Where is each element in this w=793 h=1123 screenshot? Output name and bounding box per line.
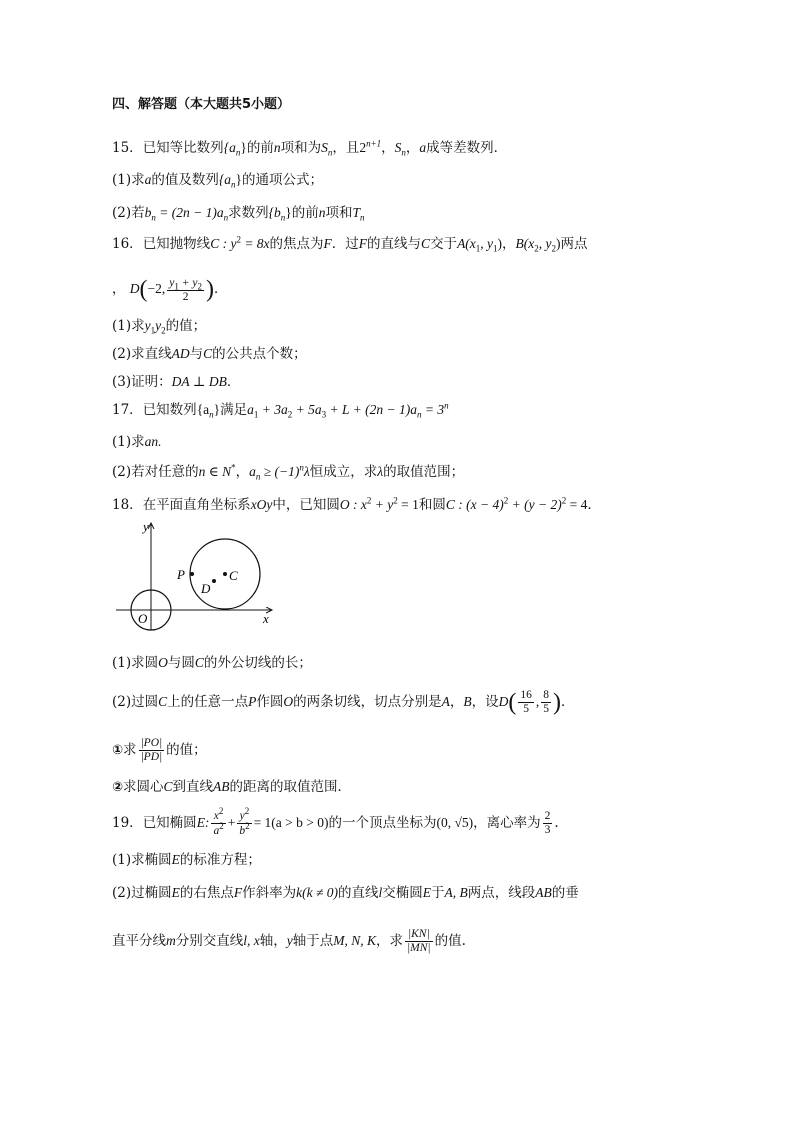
label-o: O [138, 611, 148, 626]
problem-17-part-2: (2)若对任意的n ∈ N*，$a_n \ge (-1)^n\lambda$恒成立，求λ的取值范围； [112, 462, 465, 482]
problem-16-stem: 16．已知抛物线C : $y^2 = 8x$的焦点为F．过F的直线与C交于$A(x_1$, $y_1$)，$B(x_2$, $y_2$)两点 [112, 234, 588, 254]
section-title: 四、解答题（本大题共5小题） [112, 97, 291, 112]
problem-16-part-2: (2)求直线AD与C的公共点个数； [112, 346, 307, 362]
problem-15-part-2: (2)若$b_n = (2n - 1)a_n$求数列$\{b_n\}$的前n项和$T_n$ [112, 205, 365, 223]
fraction-po-over-pd: $\frac{|PO|}{|PD|}$ [140, 737, 163, 763]
problem-15-part-1: (1)求a的值及数列$\{a_n\}$的通项公式； [112, 172, 324, 190]
problem-18-stem: 18．在平面直角坐标系xOy中，已知圆O : $x^2 + y^2 = 1$和圆C : $(x - 4)^2 + (y - 2)^2 = 4$． [112, 495, 601, 513]
fraction-2-3: $\frac{2}{3}$ [544, 810, 551, 836]
problem-18-subpart-2: ②求圆心C到直线AB的距离的取值范围． [112, 779, 352, 795]
problem-17-part-1: (1)求an. [112, 434, 162, 450]
problem-19-stem: 19．已知椭圆E: $\frac{x^2}{a^2}$ + $\frac{y^2}{b^2}$ = 1(a > b > 0)的一个顶点坐标为(0, √5)，离心率为 $\frac{2}{3}$ . [112, 806, 559, 837]
fraction-y2-over-b2: $\frac{y^2}{b^2}$ [239, 806, 250, 837]
fraction-y1-plus-y2-over-2: $\frac{y_1 + y_2}{2}$ [169, 276, 203, 303]
problem-19-part-2: (2)过椭圆E的右焦点F作斜率为k(k ≠ 0)的直线l交椭圆E于A, B两点，线段AB的垂 [112, 885, 579, 901]
fraction-16-5: $\frac{16}{5}$ [520, 689, 532, 715]
label-x: x [263, 611, 269, 626]
problem-15-stem: 15．已知等比数列$\{a_n\}$的前n项和为$S_n$，且$2^{n+1}$，$S_n$，a成等差数列． [112, 138, 508, 158]
fraction-x2-over-a2: $\frac{x^2}{a^2}$ [213, 806, 224, 837]
point-c [223, 572, 227, 576]
problem-18-part-2: (2)过圆C上的任意一点P作圆O的两条切线，切点分别是A，B，设D( $\frac{16}{5}$ , $\frac{8}{5}$ )． [112, 689, 575, 716]
problem-18-part-1: (1)求圆O与圆C的外公切线的长； [112, 655, 312, 671]
label-p: P [177, 567, 185, 582]
problem-19-part-1: (1)求椭圆E的标准方程； [112, 852, 261, 868]
fraction-kn-over-mn: $\frac{|KN|}{|MN|}$ [407, 928, 431, 954]
label-y: y [143, 519, 149, 534]
problem-16-stem-continued: ， D(−2, $\frac{y_1 + y_2}{2}$ )． [112, 276, 228, 303]
fraction-8-5: $\frac{8}{5}$ [543, 689, 550, 715]
problem-17-stem: 17．已知数列$\{a_n\}$满足$a_1 + 3a_2 + 5a_3 + L + (2n - 1)a_n = 3^n$ [112, 400, 449, 420]
point-d [212, 579, 216, 583]
problem-19-part-2-continued: 直平分线m分别交直线l, x轴，y轴于点M, N, K，求 $\frac{|KN|}{|MN|}$ 的值. [112, 928, 466, 954]
problem-16-part-1: (1)求$y_1y_2$的值； [112, 318, 207, 336]
point-p [190, 572, 194, 576]
label-d: D [201, 581, 211, 596]
label-c: C [229, 568, 238, 583]
problem-18-subpart-1: ①求 $\frac{|PO|}{|PD|}$ 的值； [112, 737, 207, 763]
circles-figure [112, 517, 282, 633]
problem-16-part-3: (3)证明：DA ⊥ DB． [112, 374, 241, 390]
